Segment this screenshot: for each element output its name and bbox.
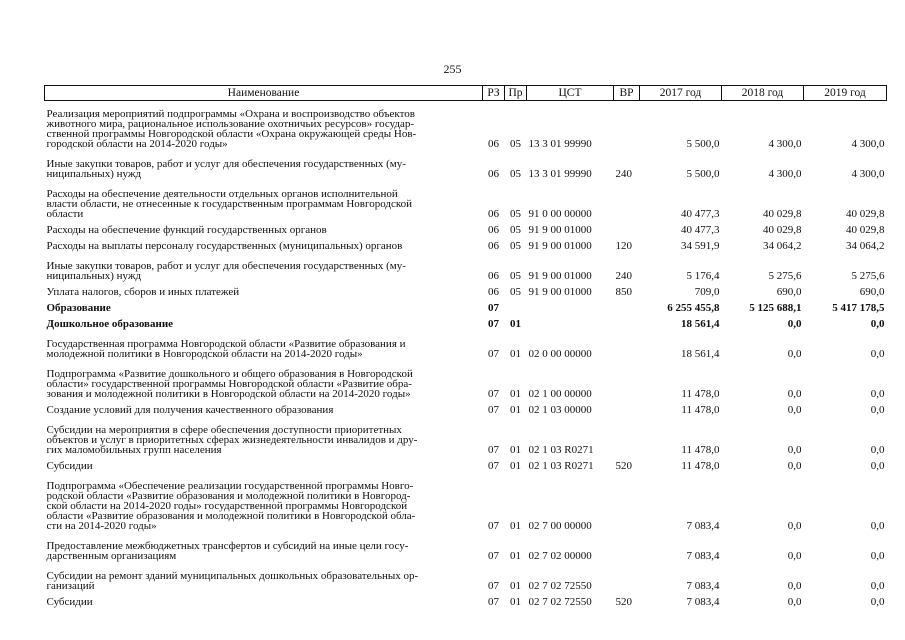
column-header-pr: Пр [505,86,527,101]
row-name-line: ниципальных) нужд [46,270,142,282]
row-vr: 120 [615,240,632,252]
row-name-line: Субсидии [46,460,93,472]
row-value-2018: 40 029,8 [763,224,802,236]
row-pr: 01 [510,520,521,532]
row-rz: 07 [488,520,499,532]
row-value-2017: 6 255 455,8 [667,302,720,314]
table-row [45,281,887,297]
row-value-2019: 34 064,2 [846,240,885,252]
row-name-line: области «Развитие образования и молодежной политики в Новгородской обла- [46,510,416,522]
row-name [45,591,483,607]
row-cst: 91 9 00 01000 [528,224,592,236]
row-value-2018: 4 300,0 [768,168,802,180]
row-cst: 02 1 03 R0271 [528,444,594,456]
row-rz: 07 [488,550,499,562]
row-vr [614,531,640,561]
row-name [45,149,483,179]
row-value-2019: 0,0 [870,348,885,360]
row-cst: 91 9 00 01000 [528,270,592,282]
table-header-row [45,86,887,101]
table-row [45,219,887,235]
row-name-line: Предоставление межбюджетных трансфертов и субсидий на иные цели госу- [46,540,409,552]
row-pr: 05 [510,138,521,150]
row-vr: 850 [615,286,632,298]
row-name [45,531,483,561]
row-name-line: Иные закупки товаров, работ и услуг для обеспечения государственных (му- [46,260,406,272]
row-name-line: Иные закупки товаров, работ и услуг для обеспечения государственных (му- [46,158,406,170]
column-header-cst: ЦСТ [527,86,614,101]
row-name [45,455,483,471]
row-vr [614,101,640,150]
row-name-line: Дошкольное образование [46,318,174,330]
row-value-2019: 40 029,8 [846,208,885,220]
row-pr: 01 [510,404,521,416]
table-row [45,251,887,281]
row-value-2019: 0,0 [870,460,885,472]
row-cst: 02 7 00 00000 [528,520,592,532]
row-name-line: Расходы на обеспечение функций государственных органов [46,224,327,236]
row-pr: 01 [510,348,521,360]
row-pr: 01 [510,388,521,400]
column-header-2019: 2019 год [804,86,887,101]
row-value-2017: 7 083,4 [686,520,720,532]
row-vr [614,329,640,359]
row-name-line: Реализация мероприятий подпрограммы «Охрана и воспроизводство объектов [46,108,415,120]
row-name-line: ниципальных) нужд [46,168,142,180]
row-value-2018: 0,0 [787,404,802,416]
row-value-2017: 7 083,4 [686,550,720,562]
row-rz: 07 [488,388,499,400]
row-value-2017: 11 478,0 [681,404,720,416]
table-row [45,591,887,607]
row-rz: 07 [488,348,499,360]
row-value-2017: 18 561,4 [681,348,720,360]
row-cst: 91 9 00 01000 [528,286,592,298]
table-row [45,313,887,329]
row-name-line: Субсидии на ремонт зданий муниципальных дошкольных образовательных ор- [46,570,419,582]
row-value-2019: 0,0 [870,550,885,562]
row-name-line: ганизаций [46,580,95,592]
table-row [45,455,887,471]
row-value-2017: 5 500,0 [686,138,720,150]
row-pr: 05 [510,208,521,220]
row-value-2017: 5 500,0 [686,168,720,180]
row-rz: 07 [488,404,499,416]
row-value-2019: 0,0 [870,318,885,330]
row-pr: 05 [510,224,521,236]
row-name-line: Субсидии на мероприятия в сфере обеспечения доступности приоритетных [46,424,402,436]
row-pr: 01 [510,444,521,456]
row-value-2018: 0,0 [787,318,802,330]
row-name-line: Субсидии [46,596,93,608]
row-vr [614,297,640,313]
row-vr [614,399,640,415]
row-value-2017: 11 478,0 [681,444,720,456]
row-vr: 240 [615,168,632,180]
row-value-2018: 0,0 [787,460,802,472]
row-name [45,219,483,235]
row-value-2018: 0,0 [787,388,802,400]
row-vr: 240 [615,270,632,282]
row-name-line: власти области, не отнесенные к государственным программам Новгородской [46,198,413,210]
row-name-line: родской области «Развитие образования и молодежной политики в Новгород- [46,490,411,502]
row-name-line: области [46,208,84,220]
row-name [45,561,483,591]
row-vr [614,313,640,329]
row-value-2017: 11 478,0 [681,460,720,472]
row-vr [614,179,640,219]
row-name-line: зования и молодежной политики в Новгородской области на 2014-2020 годы» [46,388,411,400]
table-row [45,235,887,251]
row-value-2018: 0,0 [787,348,802,360]
row-vr: 520 [615,460,632,472]
row-value-2018: 0,0 [787,520,802,532]
row-value-2017: 18 561,4 [681,318,720,330]
row-value-2018: 0,0 [787,550,802,562]
row-name [45,251,483,281]
row-value-2018: 34 064,2 [763,240,802,252]
table-body [45,101,887,608]
row-value-2018: 0,0 [787,596,802,608]
row-value-2019: 0,0 [870,388,885,400]
row-name-line: животного мира, рациональное использование охотничьих ресурсов» государ- [46,118,415,130]
row-cst [527,313,614,329]
row-value-2018: 4 300,0 [768,138,802,150]
row-rz: 07 [488,444,499,456]
row-value-2019: 0,0 [870,596,885,608]
row-vr [614,219,640,235]
row-name-line: Создание условий для получения качественного образования [46,404,334,416]
row-cst: 13 3 01 99990 [528,138,592,150]
row-name [45,329,483,359]
table-row [45,149,887,179]
row-name [45,313,483,329]
row-value-2019: 4 300,0 [851,138,885,150]
row-rz: 07 [488,302,499,314]
table-row [45,101,887,150]
table-row [45,531,887,561]
row-name [45,101,483,150]
row-name-line: Расходы на выплаты персоналу государственных (муниципальных) органов [46,240,403,252]
column-header-name: Наименование [45,86,483,101]
row-cst: 91 9 00 01000 [528,240,592,252]
row-cst [527,297,614,313]
row-value-2017: 40 477,3 [681,208,720,220]
row-cst: 91 0 00 00000 [528,208,592,220]
row-rz: 06 [488,224,499,236]
row-rz: 06 [488,138,499,150]
row-name-line: Подпрограмма «Обеспечение реализации государственной программы Новго- [46,480,414,492]
budget-table [44,85,887,607]
row-cst: 02 1 03 00000 [528,404,592,416]
row-name-line: Уплата налогов, сборов и иных платежей [46,286,240,298]
row-cst: 02 7 02 00000 [528,550,592,562]
table-row [45,471,887,531]
table-row [45,561,887,591]
row-cst: 02 0 00 00000 [528,348,592,360]
row-vr [614,415,640,455]
row-value-2018: 0,0 [787,580,802,592]
row-value-2017: 7 083,4 [686,596,720,608]
row-pr: 05 [510,270,521,282]
row-name-line: Расходы на обеспечение деятельности отдельных органов исполнительной [46,188,398,200]
row-pr: 01 [510,550,521,562]
column-header-vr: ВР [614,86,640,101]
row-vr [614,359,640,399]
row-rz: 06 [488,208,499,220]
row-value-2019: 0,0 [870,580,885,592]
row-vr [614,561,640,591]
row-cst: 13 3 01 99990 [528,168,592,180]
table-row [45,399,887,415]
row-value-2017: 7 083,4 [686,580,720,592]
row-pr: 01 [510,318,521,330]
row-name [45,399,483,415]
table-row [45,297,887,313]
row-rz: 06 [488,168,499,180]
row-name [45,297,483,313]
row-value-2018: 0,0 [787,444,802,456]
row-value-2019: 5 417 178,5 [832,302,885,314]
row-name [45,281,483,297]
row-value-2019: 4 300,0 [851,168,885,180]
row-pr: 05 [510,240,521,252]
table-row [45,329,887,359]
row-vr: 520 [615,596,632,608]
row-value-2018: 690,0 [776,286,802,298]
row-vr [614,471,640,531]
row-value-2018: 40 029,8 [763,208,802,220]
column-header-2017: 2017 год [640,86,722,101]
row-value-2019: 0,0 [870,444,885,456]
row-rz: 07 [488,580,499,592]
column-header-rz: РЗ [483,86,505,101]
row-rz: 06 [488,270,499,282]
row-value-2019: 0,0 [870,404,885,416]
row-name [45,235,483,251]
row-cst: 02 7 02 72550 [528,596,592,608]
row-pr: 05 [510,168,521,180]
row-pr [505,297,527,313]
row-name-line: объектов и услуг в приоритетных сферах жизнедеятельности инвалидов и дру- [46,434,418,446]
row-value-2017: 40 477,3 [681,224,720,236]
table-row [45,359,887,399]
row-name [45,179,483,219]
table-row [45,179,887,219]
column-header-2018: 2018 год [722,86,804,101]
row-cst: 02 1 03 R0271 [528,460,594,472]
row-name-line: ской области на 2014-2020 годы» государственной программы Новгородской [46,500,408,512]
row-value-2019: 0,0 [870,520,885,532]
row-cst: 02 7 02 72550 [528,580,592,592]
row-name-line: Образование [46,302,111,314]
row-pr: 05 [510,286,521,298]
row-rz: 07 [488,460,499,472]
row-value-2018: 5 125 688,1 [749,302,802,314]
row-name [45,359,483,399]
row-name-line: молодежной политики в Новгородской области на 2014-2020 годы» [46,348,363,360]
row-rz: 07 [488,596,499,608]
row-name-line: Подпрограмма «Развитие дошкольного и общего образования в Новгородской [46,368,413,380]
row-rz: 06 [488,240,499,252]
row-name-line: сти на 2014-2020 годы» [46,520,157,532]
row-name-line: гих маломобильных групп населения [46,444,222,456]
row-value-2017: 709,0 [694,286,720,298]
row-value-2017: 5 176,4 [686,270,720,282]
row-name [45,471,483,531]
page-number: 255 [443,62,462,76]
row-value-2019: 40 029,8 [846,224,885,236]
row-name [45,415,483,455]
row-rz: 07 [488,318,499,330]
row-name-line: ственной программы Новгородской области «Охрана окружающей среды Нов- [46,128,417,140]
row-pr: 01 [510,596,521,608]
row-cst: 02 1 00 00000 [528,388,592,400]
row-name-line: области» государственной программы Новгородской области «Развитие обра- [46,378,412,390]
row-rz: 06 [488,286,499,298]
row-value-2019: 690,0 [859,286,885,298]
row-pr: 01 [510,580,521,592]
row-pr: 01 [510,460,521,472]
row-value-2018: 5 275,6 [768,270,802,282]
row-name-line: городской области на 2014-2020 годы» [46,138,228,150]
row-name-line: Государственная программа Новгородской области «Развитие образования и [46,338,406,350]
row-value-2017: 11 478,0 [681,388,720,400]
row-value-2017: 34 591,9 [681,240,720,252]
table-row [45,415,887,455]
row-name-line: дарственным организациям [46,550,177,562]
row-value-2019: 5 275,6 [851,270,885,282]
